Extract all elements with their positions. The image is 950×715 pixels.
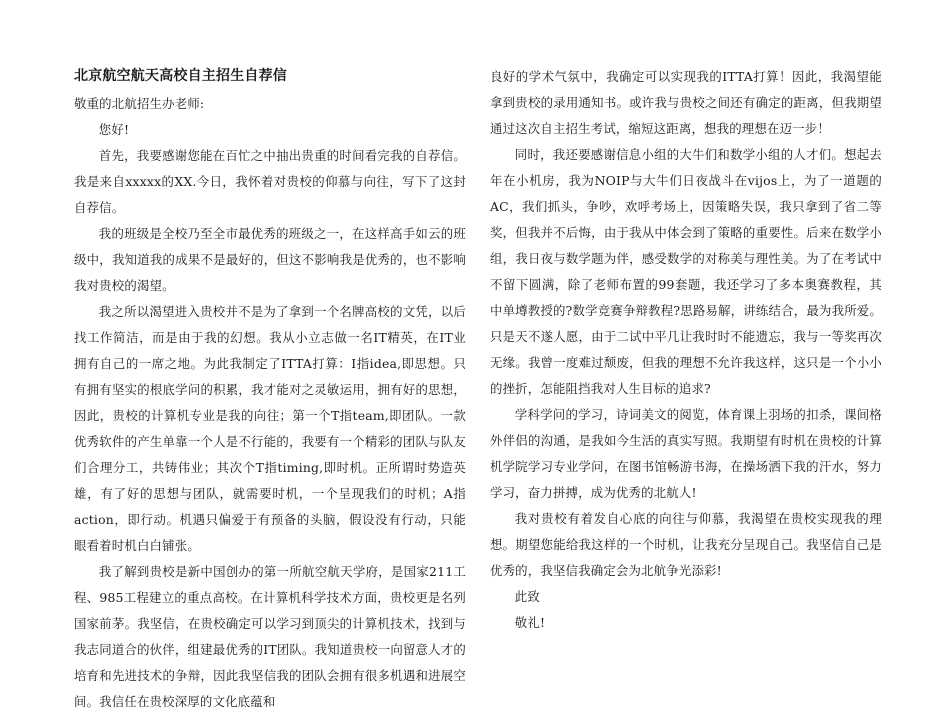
paragraph: 我之所以渴望进入贵校并不是为了拿到一个名牌高校的文凭，以后找工作简洁，而是由于我的幻想。我从小立志做一名IT精英，在IT业拥有自己的一席之地。为此我制定了ITTA打算：I指idea,即思想。只有拥有坚实的根底学问的积累，我才能对之灵敏运用，拥有好的思想，因此，贵校的计算机专业是我的向往；第一个T指team,即团队。一款优秀软件的产生单靠一个人是不行能的，我要有一个精彩的团队与队友们合理分工，共铸伟业；其次个T指timing,即时机。正所谓时势造英雄，有了好的思想与团队，就需要时机，一个呈现我们的时机；A指action，即行动。机遇只偏爱于有预备的头脑，假设没有行动，只能眼看着时机白白铺张。 — [74, 304, 466, 553]
paragraph: 敬重的北航招生办老师: — [74, 96, 205, 111]
left-paragraphs — [74, 91, 466, 715]
paragraph: 我对贵校有着发自心底的向往与仰慕，我渴望在贵校实现我的理想。期望您能给我这样的一个时机，让我充分呈现自己。我坚信自己是优秀的，我坚信我确定会为北航争光添彩! — [490, 511, 882, 578]
right-column — [490, 64, 882, 636]
paragraph: 良好的学术气氛中，我确定可以实现我的ITTA打算！因此，我渴望能拿到贵校的录用通知书。或许我与贵校之间还有确定的距离，但我期望通过这次自主招生考试，缩短这距离，想我的理想在迈一步！ — [490, 69, 882, 136]
paragraph: 我的班级是全校乃至全市最优秀的班级之一，在这样高手如云的班级中，我知道我的成果不是最好的，但这不影响我是优秀的，也不影响我对贵校的渴望。 — [74, 226, 466, 293]
paragraph: 敬礼! — [514, 615, 546, 630]
document-title: 北京航空航天高校自主招生自荐信 — [74, 68, 287, 84]
paragraph: 同时，我还要感谢信息小组的大牛们和数学小组的人才们。想起去年在小机房，我为NOIP与大牛们日夜战斗在vijos上，为了一道题的AC，我们抓头，争吵，欢呼考场上，因策略失误，我只拿到了省二等奖，但我并不后悔，由于我从中体会到了策略的重要性。后来在数学小组，我日夜与数学题为伴，感受数学的对称美与理性美。为了在考试中不留下圆满，除了老师布置的99套题，我还学习了多本奥赛教程，其中单墫教授的?数学竞赛争辩教程?思路易解，讲练结合，最为我所爱。只是天不遂人愿，由于二试中平几让我时时不能遗忘，我与一等奖再次无缘。我曾一度难过颓废，但我的理想不允许我这样，这只是一个小小的挫折，怎能阻挡我对人生目标的追求? — [490, 147, 882, 396]
right-paragraphs — [490, 64, 882, 636]
paragraph: 我了解到贵校是新中国创办的第一所航空航天学府，是国家211工程、985工程建立的重点高校。在计算机科学技术方面，贵校更是名列国家前茅。我坚信，在贵校确定可以学习到顶尖的计算机技术，找到与我志同道合的伙伴，组建最优秀的IT团队。我知道贵校一向留意人才的培育和先进技术的争辩，因此我坚信我的团队会拥有很多机遇和进展空间。我信任在贵校深厚的文化底蕴和 — [74, 564, 466, 709]
paragraph: 您好! — [98, 122, 130, 137]
left-column — [74, 64, 466, 715]
paragraph: 学科学问的学习，诗词美文的阅览，体育课上羽场的扣杀，课间格外伴侣的沟通，是我如今生活的真实写照。我期望有时机在贵校的计算机学院学习专业学问，在图书馆畅游书海，在操场洒下我的汗水，努力学习，奋力拼搏，成为优秀的北航人! — [490, 407, 882, 500]
paragraph: 首先，我要感谢您能在百忙之中抽出贵重的时间看完我的自荐信。我是来自xxxxx的XX.今日，我怀着对贵校的仰慕与向往，写下了这封自荐信。 — [74, 148, 466, 215]
paragraph: 此致 — [514, 589, 540, 604]
